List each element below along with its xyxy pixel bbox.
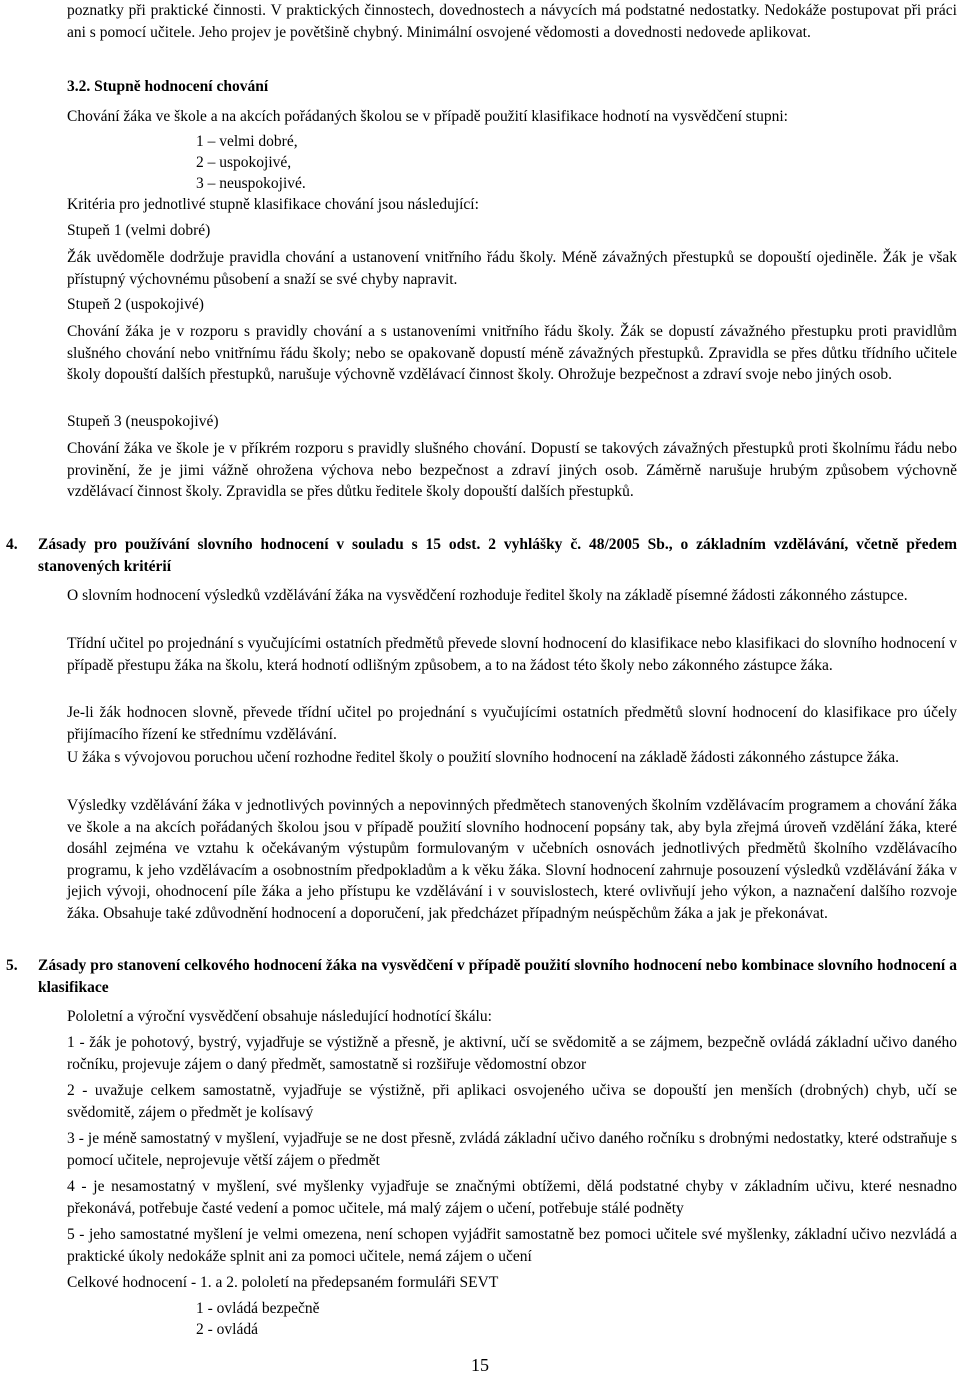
scale-item-4: 4 - je nesamostatný v myšlení, své myšlenky vyjadřuje se značnými obtížemi, dělá podstatné chyby v základním učivu, které nesnadno překonává, potřebuje časté vedení a pomoc učitele, má malý zájem o učení, potřebuje stálé podněty [67,1178,957,1217]
grade-item-3: 3 – neuspokojivé. [196,175,306,192]
grade-item-2: 2 – uspokojivé, [196,154,292,171]
top-paragraph: poznatky při praktické činnosti. V praktických činnostech, dovednostech a návycích má podstatné nedostatky. Nedokáže postupovat při práci ani s pomocí učitele. Jeho projev je povětšině chybný. Minimální osvojené vědomosti a dovednosti nedovede aplikovat. [67,2,957,41]
section-4-paragraph-4: U žáka s vývojovou poruchou učení rozhodne ředitel školy o použití slovního hodnocení na základě žádosti zákonného zástupce žáka. [67,749,900,766]
grade-item-1: 1 – velmi dobré, [196,133,298,150]
page-number: 15 [471,1355,489,1375]
section-3-2-heading: 3.2. Stupně hodnocení chování [67,78,269,95]
overall-item-1: 1 - ovládá bezpečně [196,1300,320,1317]
section-5-number: 5. [6,957,18,974]
scale-item-3: 3 - je méně samostatný v myšlení, vyjadřuje se ne dost přesně, zvládá základní učivo daného ročníku s drobnými nedostatky, které odstraňuje s pomocí učitele, neprojevuje větší zájem o předmět [67,1130,957,1169]
scale-item-2: 2 - uvažuje celkem samostatně, vyjadřuje se výstižně, při aplikaci osvojeného učiva se dopouští jen menších (drobných) chyb, učí se svědomitě, zájem o předmět je kolísavý [67,1082,957,1121]
section-4-number: 4. [6,536,18,553]
overall-label: Celkové hodnocení - 1. a 2. pololetí na předepsaném formuláři SEVT [67,1274,499,1291]
scale-item-5: 5 - jeho samostatné myšlení je velmi omezena, není schopen vyjádřit samostatně bez pomoci učitele své myšlenky, základní učivo nezvládá a praktické úkoly nedokáže splnit ani za pomoci učitele, nemá zájem o učení [67,1226,957,1265]
scale-item-1: 1 - žák je pohotový, bystrý, vyjadřuje se výstižně a přesně, je aktivní, učí se svědomitě a se zájmem, bezpečně ovládá základní učivo daného ročníku, projevuje zájem o daný předmět, samostatně si rozšiřuje vědomostní obzor [67,1034,957,1073]
section-4-paragraph-2: Třídní učitel po projednání s vyučujícími ostatních předmětů převede slovní hodnocení do klasifikace nebo klasifikaci do slovního hodnocení v případě přestupu žáka na školu, která hodnotí odlišným způsobem, a to na žádost této školy nebo zákonného zástupce žáka. [67,635,957,674]
section-5-intro: Pololetní a výroční vysvědčení obsahuje následující hodnotící škálu: [67,1008,492,1025]
section-4-heading: Zásady pro používání slovního hodnocení v souladu s 15 odst. 2 vyhlášky č. 48/2005 Sb., o základním vzdělávání, včetně předem stanovených kritérií [38,536,957,575]
section-4-paragraph-1: O slovním hodnocení výsledků vzdělávání žáka na vysvědčení rozhoduje ředitel školy na základě písemné žádosti zákonného zástupce. [67,587,908,604]
section-5-heading: Zásady pro stanovení celkového hodnocení žáka na vysvědčení v případě použití slovního hodnocení nebo kombinace slovního hodnocení a klasifikace [38,957,957,996]
stupen-1-text: Žák uvědoměle dodržuje pravidla chování a ustanovení vnitřního řádu školy. Méně závažných přestupků se dopouští ojediněle. Žák je však přístupný výchovnému působení a snaží se své chyby napravit. [67,249,957,288]
overall-item-2: 2 - ovládá [196,1321,258,1338]
stupen-2-title: Stupeň 2 (uspokojivé) [67,296,204,313]
section-4-paragraph-3: Je-li žák hodnocen slovně, převede třídní učitel po projednání s vyučujícími ostatních předmětů slovní hodnocení do klasifikace pro účely přijímacího řízení ke střednímu vzdělávání. [67,704,957,743]
stupen-1-title: Stupeň 1 (velmi dobré) [67,222,211,239]
section-4-paragraph-5: Výsledky vzdělávání žáka v jednotlivých povinných a nepovinných předmětech stanovených školním vzdělávacím programem a chování žáka ve škole a na akcích pořádaných školou jsou v případě použití slovního hodnocení popsány tak, aby byla zřejmá úroveň vzdělání žáka, které dosáhl zejména ve vztahu k očekávaným výstupům formulovaným v učebních osnovách jednotlivých předmětů školního vzdělávacího programu, k jeho vzdělávacím a osobnostním předpokladům a k věku žáka. Slovní hodnocení zahrnuje posouzení výsledků vzdělávání žáka v jejich vývoji, ohodnocení píle žáka a jeho přístupu ke vzdělávání i v souvislostech, které ovlivňují jeho výkon, a naznačení dalšího rozvoje žáka. Obsahuje také zdůvodnění hodnocení a doporučení, jak předcházet případným neúspěchům žáka a jak je překonávat. [67,797,957,922]
stupen-3-text: Chování žáka ve škole je v příkrém rozporu s pravidly slušného chování. Dopustí se takových závažných přestupků proti školnímu řádu nebo provinění, že je jimi vážně ohrožena výchova nebo bezpečnost a zdraví jiných osob. Záměrně narušuje hrubým způsobem výchovně vzdělávací činnost školy. Zpravidla se přes důtku ředitele školy dopouští dalších přestupků. [67,440,957,500]
criteria-intro: Kritéria pro jednotlivé stupně klasifikace chování jsou následující: [67,196,479,213]
stupen-3-title: Stupeň 3 (neuspokojivé) [67,413,219,430]
stupen-2-text: Chování žáka je v rozporu s pravidly chování a s ustanoveními vnitřního řádu školy. Žák se dopustí závažného přestupku proti pravidlům slušného chování nebo vnitřnímu řádu školy; nebo se opakovaně dopustí méně závažných přestupků. Zpravidla se přes důtku třídního učitele školy dopouští dalších přestupků, narušuje výchovně vzdělávací činnost školy. Ohrožuje bezpečnost a zdraví svoje nebo jiných osob. [67,323,957,383]
section-3-2-intro: Chování žáka ve škole a na akcích pořádaných školou se v případě použití klasifikace hodnotí na vysvědčení stupni: [67,108,788,125]
